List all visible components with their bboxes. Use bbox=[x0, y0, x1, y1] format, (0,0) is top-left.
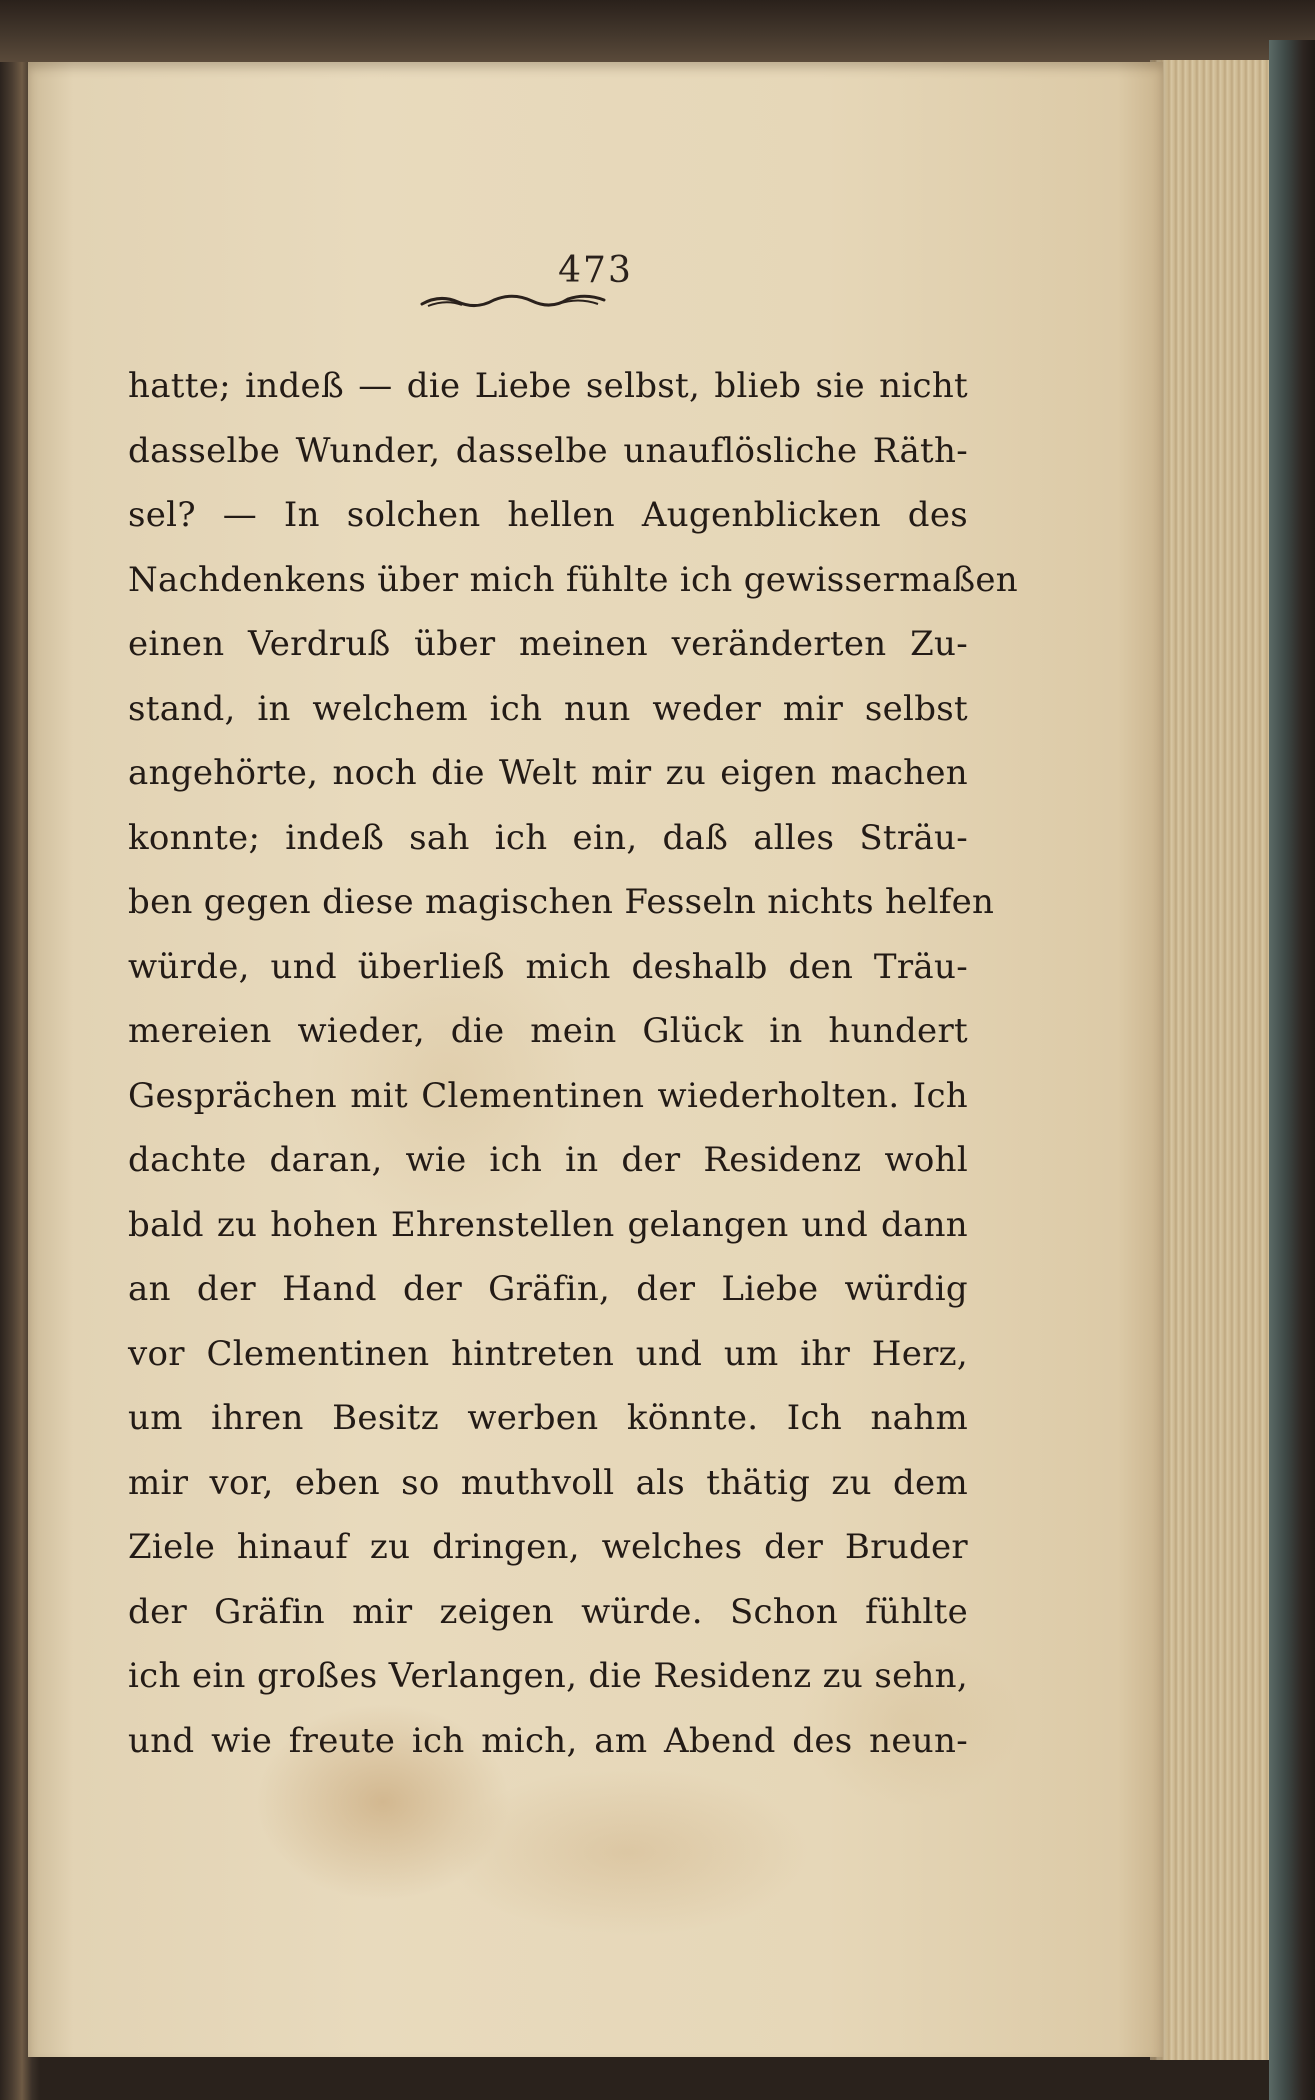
ornament-rule-icon bbox=[418, 284, 608, 314]
text-line-22: und wie freute ich mich, am Abend des neun- bbox=[128, 1720, 968, 1761]
text-line-3: sel? — In solchen hellen Augenblicken des bbox=[128, 495, 968, 535]
text-line-14: bald zu hohen Ehrenstellen gelangen und dann bbox=[128, 1204, 968, 1245]
text-line-8: konnte; indeß sah ich ein, daß alles Sträu- bbox=[128, 817, 968, 858]
text-line-15: an der Hand der Gräfin, der Liebe würdig bbox=[128, 1269, 968, 1309]
text-line-6: stand, in welchem ich nun weder mir selbst bbox=[128, 688, 968, 729]
text-line-5: einen Verdruß über meinen veränderten Zu- bbox=[128, 624, 968, 664]
text-line-10: würde, und überließ mich deshalb den Träu- bbox=[128, 946, 968, 987]
text-line-9: ben gegen diese magischen Fesseln nichts helfen bbox=[128, 882, 995, 922]
text-line-1: hatte; indeß — die Liebe selbst, blieb sie nicht bbox=[128, 366, 968, 406]
text-line-21: ich ein großes Verlangen, die Residenz zu sehn, bbox=[128, 1656, 968, 1696]
text-line-19: Ziele hinauf zu dringen, welches der Bruder bbox=[128, 1527, 968, 1567]
body-text bbox=[128, 354, 1018, 1773]
top-binding-edge bbox=[0, 0, 1315, 62]
text-line-16: vor Clementinen hintreten und um ihr Herz, bbox=[128, 1333, 968, 1374]
book-cover-edge bbox=[1269, 40, 1315, 2100]
page-number: 473 bbox=[558, 250, 633, 291]
text-line-18: mir vor, eben so muthvoll als thätig zu dem bbox=[128, 1462, 968, 1503]
text-line-13: dachte daran, wie ich in der Residenz wohl bbox=[128, 1140, 968, 1180]
text-line-20: der Gräfin mir zeigen würde. Schon fühlte bbox=[128, 1591, 968, 1632]
text-line-4: Nachdenkens über mich fühlte ich gewissermaßen bbox=[128, 559, 1018, 600]
page-edges bbox=[1150, 60, 1278, 2060]
book-page bbox=[28, 62, 1163, 2057]
text-line-7: angehörte, noch die Welt mir zu eigen machen bbox=[128, 753, 968, 793]
text-line-12: Gesprächen mit Clementinen wiederholten. Ich bbox=[128, 1075, 968, 1116]
text-line-11: mereien wieder, die mein Glück in hundert bbox=[128, 1011, 968, 1051]
text-line-2: dasselbe Wunder, dasselbe unauflösliche Räth- bbox=[128, 430, 968, 471]
text-line-17: um ihren Besitz werben könnte. Ich nahm bbox=[128, 1398, 968, 1438]
